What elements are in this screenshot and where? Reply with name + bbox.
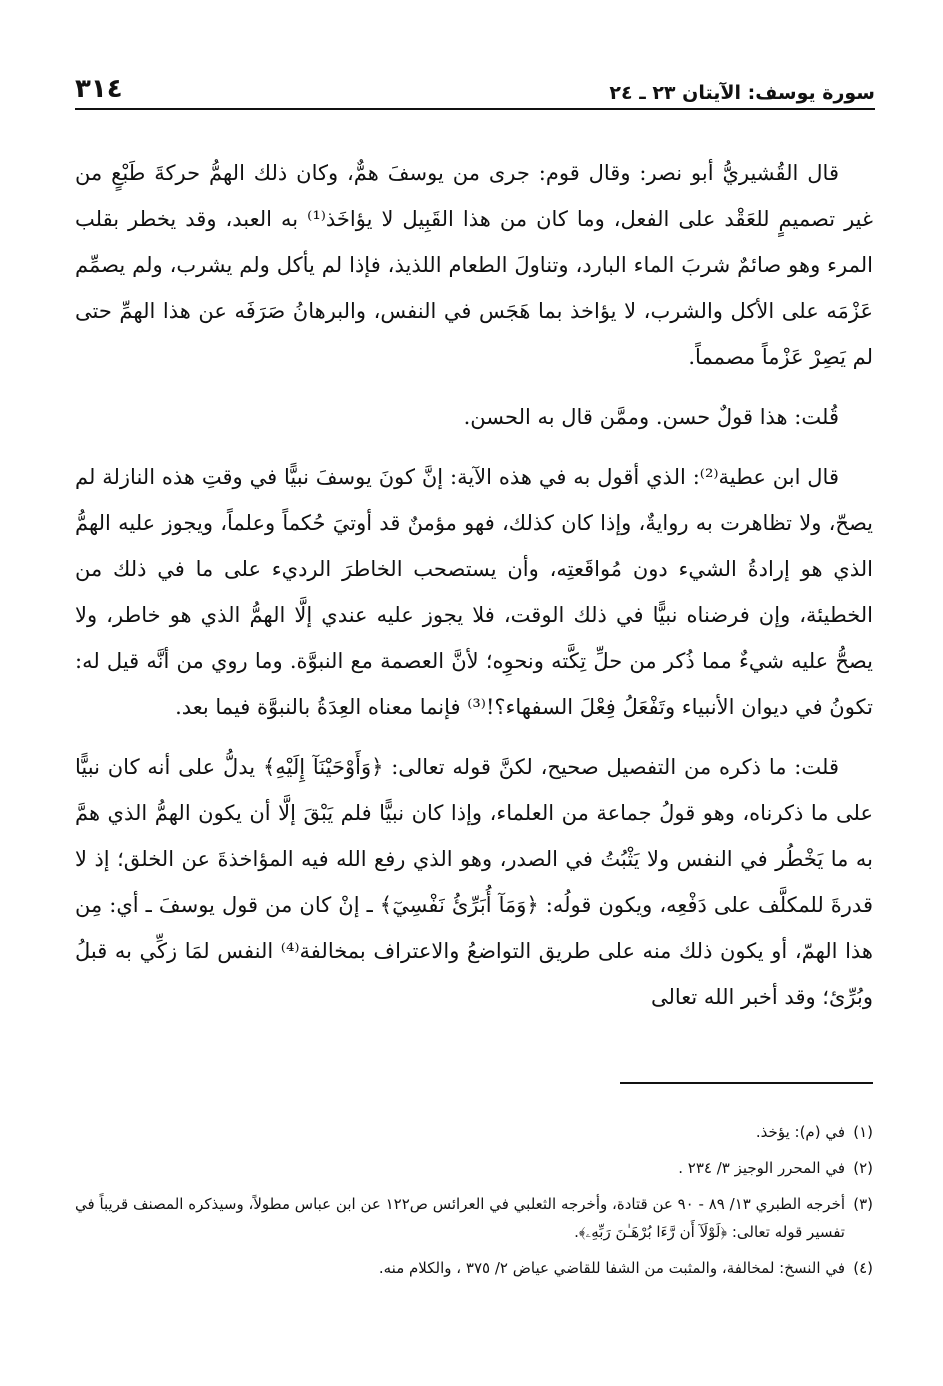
footnote — [75, 1154, 873, 1182]
footnote-text: أخرجه الطبري ١٣/ ٨٩ - ٩٠ عن قتادة، وأخرجه الثعلبي في العرائس ص١٢٢ عن ابن عباس مطولاً، وسيذكره المصنف قريباً في تفسير قوله تعالى: ﴿لَوْلَآ أَن رَّءَا بُرْهَـٰنَ رَبِّهِۦ﴾. — [75, 1195, 846, 1241]
footnote — [75, 1254, 873, 1282]
footnote-text: في (م): يؤخذ. — [755, 1123, 845, 1141]
footnote — [75, 1118, 873, 1146]
page-number: ٣١٤ — [75, 74, 123, 104]
paragraph: قلت: ما ذكره من التفصيل صحيح، لكنَّ قوله تعالى: ﴿وَأَوْحَيْنَآ إِلَيْهِ﴾ يدلُّ على أنه كان نبيًّا على ما ذكرناه، وهو قولُ جماعة من العلماء، وإذا كان نبيًّا فلم يَبْقَ إلَّا أن يكون الهمُّ الذي همَّ به ما يَخْطُر في النفس ولا يَثْبُتُ في الصدر، وهو الذي رفع الله فيه المؤاخذةَ عن الخلق؛ إذ لا قدرةَ للمكلَّف على دَفْعِه، ويكون قولُه: ﴿وَمَآ أُبَرِّئُ نَفْسِيٓ﴾ ـ إنْ كان من قول يوسفَ ـ أي: مِن هذا الهمّ، أو يكون ذلك منه على طريق التواضعُ والاعتراف بمخالفة⁽⁴⁾ النفس لمَا زكِّي به قبلُ وبُرِّئ؛ وقد أخبر الله تعالى — [75, 755, 874, 1009]
running-head: سورة يوسف: الآيتان ٢٣ ـ ٢٤ — [609, 82, 875, 104]
paragraph: قال ابن عطية⁽²⁾: الذي أقول به في هذه الآية: إنَّ كونَ يوسفَ نبيًّا في وقتِ هذه النازلة لم يصحّ، ولا تظاهرت به روايةٌ، وإذا كان كذلك، فهو مؤمنٌ قد أوتيَ حُكماً وعلماً، ويجوز عليه الهمُّ الذي هو إرادةُ الشيء دون مُواقَعتِه، وأن يستصحب الخاطرَ الرديء على ما في ذلك من الخطيئة، وإن فرضناه نبيًّا في ذلك الوقت، فلا يجوز عليه عندي إلَّا الهمُّ الذي هو خاطر، ولا يصحُّ عليه شيءٌ مما ذُكر من حلِّ تِكَّته ونحوِه؛ لأنَّ العصمة مع النبوَّة. وما روي من أنَّه قيل له: تكونُ في ديوان الأنبياء وتَفْعَلُ فِعْلَ السفهاء؟!⁽³⁾ فإنما معناه العِدَةُ بالنبوَّة فيما بعد. — [75, 465, 873, 719]
footnote-number: (٢) — [853, 1159, 873, 1177]
paragraph: قال القُشيريُّ أبو نصر: وقال قوم: جرى من يوسفَ همٌّ، وكان ذلك الهمُّ حركةَ طَبْعٍ من غير تصميمٍ للعَقْد على الفعل، وما كان من هذا القَبِيل لا يؤاخَذ⁽¹⁾ به العبد، وقد يخطر بقلب المرء وهو صائمٌ شربَ الماء البارد، وتناولَ الطعام اللذيذ، فإذا لم يأكل ولم يشرب، ولم يصمِّم عَزْمَه على الأكل والشرب، لا يؤاخذ بما هَجَس في النفس، والبرهانُ صَرَفَه عن هذا الهمِّ حتى لم يَصِرْ عَزْماً مصمماً. — [75, 161, 873, 369]
footnote-divider — [620, 1082, 873, 1084]
paragraph: قُلت: هذا قولٌ حسن. وممَّن قال به الحسن. — [463, 405, 839, 429]
footnote-text: في المحرر الوجيز ٣/ ٢٣٤ . — [678, 1159, 845, 1177]
footnote — [75, 1190, 873, 1246]
footnote-text: في النسخ: لمخالفة، والمثبت من الشفا للقاضي عياض ٢/ ٣٧٥ ، والكلام منه. — [378, 1259, 845, 1277]
main-text — [75, 150, 873, 1034]
footnote-number: (٤) — [853, 1259, 873, 1277]
footnote-number: (٣) — [853, 1195, 873, 1213]
page-header — [75, 70, 875, 110]
footnotes — [75, 1118, 873, 1290]
footnote-number: (١) — [853, 1123, 873, 1141]
